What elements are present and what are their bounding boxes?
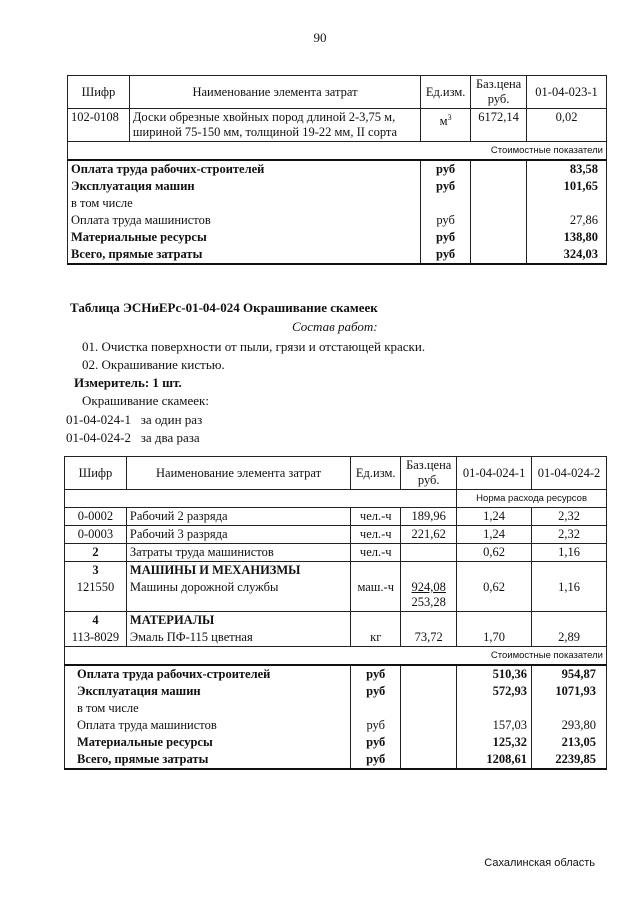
unit-text: м — [439, 114, 448, 129]
summary-unit: руб — [351, 717, 401, 734]
row-v1: 1,24 — [457, 526, 532, 544]
section-4-title — [65, 612, 607, 630]
summary-row — [68, 246, 607, 264]
summary-value — [527, 195, 607, 212]
row-code: 0-0003 — [65, 526, 127, 544]
unit-sup: 3 — [447, 113, 452, 122]
row-name: Рабочий 3 разряда — [126, 526, 350, 544]
summary-v1 — [457, 700, 532, 717]
variant-2 — [66, 429, 200, 447]
summary-row — [68, 178, 607, 195]
row-name: Затраты труда машинистов — [126, 544, 350, 562]
table-row — [65, 544, 607, 562]
section-3-title — [65, 562, 607, 580]
cost-label: Стоимостные показатели — [457, 647, 607, 666]
summary-unit: руб — [421, 246, 471, 264]
variant-label: за два раза — [140, 430, 200, 445]
cost-table-1 — [67, 75, 607, 265]
header-price: Баз.цена руб. — [471, 76, 527, 109]
summary-unit: руб — [421, 178, 471, 195]
table-title: Таблица ЭСНиЕРс-01-04-024 Окрашивание скамеек — [70, 300, 378, 315]
header-price: Баз.цена руб. — [401, 457, 457, 490]
row-price: 221,62 — [401, 526, 457, 544]
header-variant: 01-04-023-1 — [527, 76, 607, 109]
variant-code: 01-04-024-1 — [66, 412, 131, 427]
header-name: Наименование элемента затрат — [129, 76, 420, 109]
row-unit: кг — [351, 629, 401, 647]
summary-unit: руб — [351, 734, 401, 751]
header-code: Шифр — [68, 76, 130, 109]
summary-v1: 157,03 — [457, 717, 532, 734]
header-unit: Ед.изм. — [421, 76, 471, 109]
summary-row — [68, 229, 607, 246]
section-title: МАТЕРИАЛЫ — [126, 612, 350, 630]
summary-value: 138,80 — [527, 229, 607, 246]
row-price: 6172,14 — [471, 109, 527, 142]
summary-name: Оплата труда рабочих-строителей — [65, 665, 351, 683]
row-price — [401, 579, 457, 612]
row-v2: 1,16 — [532, 579, 607, 612]
norm-label: Норма расхода ресурсов — [457, 490, 607, 508]
summary-row — [65, 665, 607, 683]
header-code: Шифр — [65, 457, 127, 490]
page-number: 90 — [313, 30, 327, 45]
table-row — [65, 508, 607, 526]
subtitle: Окрашивание скамеек: — [82, 393, 209, 408]
summary-row — [68, 195, 607, 212]
row-unit: маш.-ч — [351, 579, 401, 612]
summary-name: Материальные ресурсы — [65, 734, 351, 751]
summary-name: Всего, прямые затраты — [65, 751, 351, 769]
work-title: Состав работ: — [292, 319, 378, 334]
summary-row — [65, 751, 607, 769]
row-unit: чел.-ч — [351, 508, 401, 526]
summary-row — [65, 717, 607, 734]
row-price: 73,72 — [401, 629, 457, 647]
table-row — [65, 579, 607, 612]
summary-name: Всего, прямые затраты — [68, 246, 421, 264]
row-name-line2: шириной 75-150 мм, толщиной 19-22 мм, II сорта — [132, 125, 398, 139]
summary-v1: 572,93 — [457, 683, 532, 700]
row-code: 0-0002 — [65, 508, 127, 526]
header-variant-2: 01-04-024-2 — [532, 457, 607, 490]
row-value: 0,02 — [527, 109, 607, 142]
variant-label: за один раз — [140, 412, 203, 427]
summary-value: 324,03 — [527, 246, 607, 264]
price-value: 924,08 — [411, 580, 446, 594]
section-num: 4 — [65, 612, 127, 630]
variant-1 — [66, 411, 202, 429]
row-price — [401, 544, 457, 562]
summary-v2 — [532, 700, 607, 717]
row-v1: 0,62 — [457, 579, 532, 612]
table-row — [68, 109, 607, 142]
row-v1: 0,62 — [457, 544, 532, 562]
summary-unit: руб — [421, 212, 471, 229]
header-unit: Ед.изм. — [351, 457, 401, 490]
work-item-1: 01. Очистка поверхности от пыли, грязи и отстающей краски. — [82, 339, 426, 354]
row-name — [129, 109, 420, 142]
section-label: Стоимостные показатели — [471, 142, 607, 161]
row-name: Рабочий 2 разряда — [126, 508, 350, 526]
summary-v2: 213,05 — [532, 734, 607, 751]
summary-row — [65, 683, 607, 700]
row-v2: 2,89 — [532, 629, 607, 647]
row-v1: 1,70 — [457, 629, 532, 647]
row-v2: 1,16 — [532, 544, 607, 562]
row-code: 2 — [65, 544, 127, 562]
summary-unit — [421, 195, 471, 212]
summary-name: Материальные ресурсы — [68, 229, 421, 246]
summary-v1: 510,36 — [457, 665, 532, 683]
section-title: МАШИНЫ И МЕХАНИЗМЫ — [126, 562, 350, 580]
summary-row — [68, 212, 607, 229]
table-row — [65, 629, 607, 647]
summary-row — [68, 160, 607, 178]
row-unit: чел.-ч — [351, 526, 401, 544]
summary-unit — [351, 700, 401, 717]
summary-unit: руб — [351, 751, 401, 769]
summary-value: 83,58 — [527, 160, 607, 178]
cost-table-2 — [64, 456, 607, 770]
row-name-line1: Доски обрезные хвойных пород длиной 2-3,75 м, — [132, 110, 396, 124]
summary-v2: 1071,93 — [532, 683, 607, 700]
row-code: 102-0108 — [68, 109, 130, 142]
row-name: Машины дорожной службы — [126, 579, 350, 612]
summary-v2: 293,80 — [532, 717, 607, 734]
row-name: Эмаль ПФ-115 цветная — [126, 629, 350, 647]
summary-unit: руб — [421, 160, 471, 178]
summary-value: 101,65 — [527, 178, 607, 195]
measure: Измеритель: 1 шт. — [74, 375, 182, 390]
row-v2: 2,32 — [532, 526, 607, 544]
section-num: 3 — [65, 562, 127, 580]
summary-unit: руб — [351, 665, 401, 683]
summary-name: Эксплуатация машин — [68, 178, 421, 195]
summary-unit: руб — [351, 683, 401, 700]
summary-name: в том числе — [68, 195, 421, 212]
work-item-2: 02. Окрашивание кистью. — [82, 357, 225, 372]
summary-v2: 2239,85 — [532, 751, 607, 769]
footer-region: Сахалинская область — [484, 857, 595, 869]
row-unit — [421, 109, 471, 142]
header-variant-1: 01-04-024-1 — [457, 457, 532, 490]
summary-row — [65, 700, 607, 717]
summary-name: Оплата труда машинистов — [65, 717, 351, 734]
summary-name: в том числе — [65, 700, 351, 717]
summary-value: 27,86 — [527, 212, 607, 229]
price-value: 253,28 — [411, 595, 446, 609]
row-code: 113-8029 — [65, 629, 127, 647]
summary-name: Эксплуатация машин — [65, 683, 351, 700]
variant-code: 01-04-024-2 — [66, 430, 131, 445]
row-price: 189,96 — [401, 508, 457, 526]
summary-row — [65, 734, 607, 751]
row-unit: чел.-ч — [351, 544, 401, 562]
summary-v1: 1208,61 — [457, 751, 532, 769]
summary-name: Оплата труда рабочих-строителей — [68, 160, 421, 178]
summary-v1: 125,32 — [457, 734, 532, 751]
summary-unit: руб — [421, 229, 471, 246]
summary-name: Оплата труда машинистов — [68, 212, 421, 229]
row-v2: 2,32 — [532, 508, 607, 526]
summary-v2: 954,87 — [532, 665, 607, 683]
row-code: 121550 — [65, 579, 127, 612]
row-v1: 1,24 — [457, 508, 532, 526]
header-name: Наименование элемента затрат — [126, 457, 350, 490]
table-row — [65, 526, 607, 544]
